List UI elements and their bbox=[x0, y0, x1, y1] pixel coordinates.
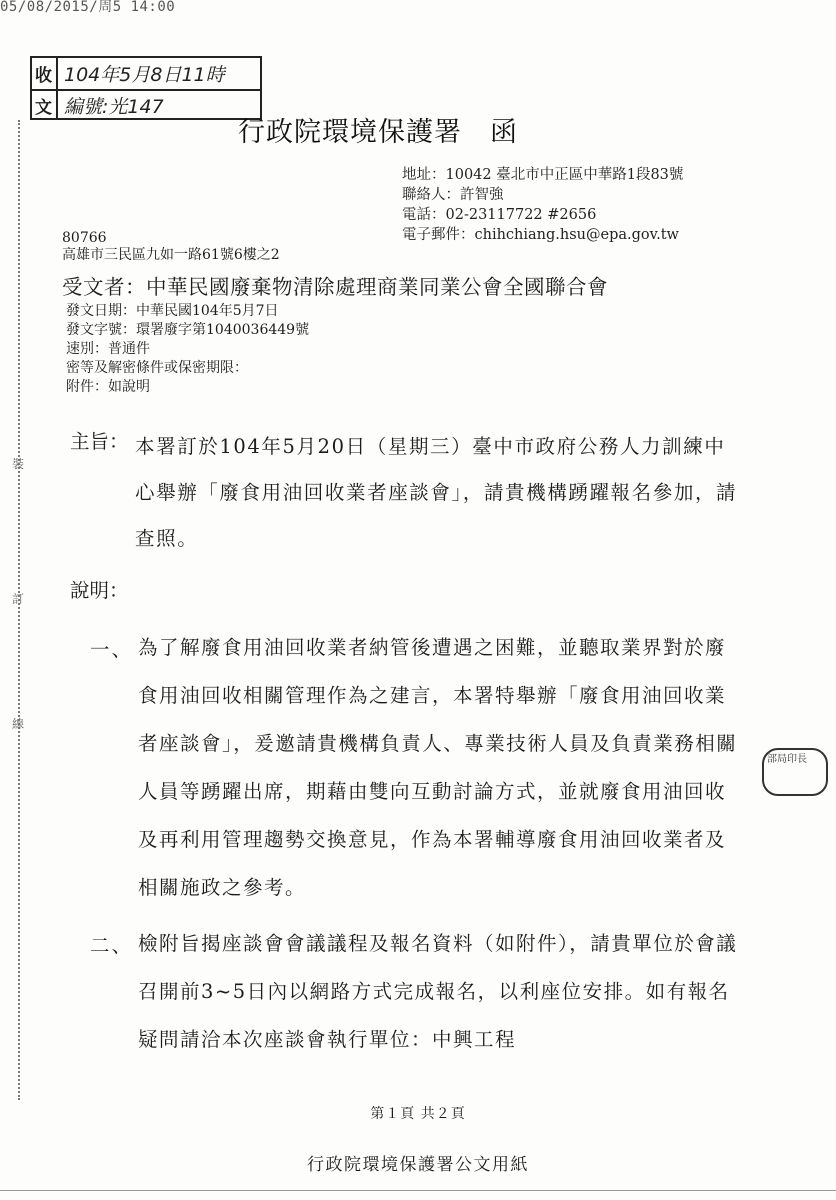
receipt-doc-label: 文 bbox=[35, 98, 52, 118]
contact-address: 地址：10042 臺北市中正區中華路1段83號 bbox=[402, 167, 684, 183]
postal-address: 高雄市三民區九如一路61號6樓之2 bbox=[62, 247, 280, 263]
document-title bbox=[238, 110, 518, 149]
binding-line bbox=[18, 120, 20, 1100]
postal-block bbox=[62, 230, 280, 264]
receipt-doc-value: 編號:光147 bbox=[64, 96, 164, 118]
agency-name: 行政院環境保護署 bbox=[238, 117, 462, 148]
recipient: 受文者：中華民國廢棄物清除處理商業同業公會全國聯合會 bbox=[62, 275, 608, 299]
contact-person: 聯絡人：許智強 bbox=[402, 187, 504, 203]
meta-attachment: 附件：如說明 bbox=[66, 379, 150, 395]
description-item-2-text: 檢附旨揭座談會會議議程及報名資料（如附件），請貴單位於會議召開前3~5日內以網路方式完成報名，以利座位安排。如有報名疑問請洽本次座談會執行單位：中興工程 bbox=[138, 932, 738, 1051]
description-item-1-text: 為了解廢食用油回收業者納管後遭遇之困難，並聽取業界對於廢食用油回收相關管理作為之建言，本署特舉辦「廢食用油回收業者座談會」，爰邀請貴機構負責人、專業技術人員及負責業務相關人員等踴躍出席，期藉由雙向互動討論方式，並就廢食用油回收及再利用管理趨勢交換意見，作為本署輔導廢食用油回收業者及相關施政之參考。 bbox=[138, 636, 738, 899]
postal-code: 80766 bbox=[62, 230, 107, 246]
description-item-1-mark: 一、 bbox=[90, 638, 134, 661]
contact-phone: 電話：02-23117722 #2656 bbox=[402, 207, 597, 223]
meta-speed: 速別：普通件 bbox=[66, 341, 150, 357]
description-item-2-mark: 二、 bbox=[90, 934, 134, 957]
subject-text: 本署訂於104年5月20日（星期三）臺中市政府公務人力訓練中心舉辦「廢食用油回收業者座談會」，請貴機構踴躍報名參加，請查照。 bbox=[135, 435, 738, 550]
description-label: 說明： bbox=[70, 579, 129, 602]
margin-mark-ding: 訂 bbox=[12, 592, 25, 606]
contact-block bbox=[402, 165, 683, 245]
receipt-stamp bbox=[30, 56, 262, 120]
receipt-recv-value: 104年5月8日11時 bbox=[64, 64, 225, 86]
margin-mark-zhuang: 裝 bbox=[12, 457, 25, 471]
meta-number: 發文字號：環署廢字第1040036449號 bbox=[66, 322, 310, 338]
doc-type: 函 bbox=[490, 117, 518, 148]
official-seal: 部局印長 bbox=[762, 748, 828, 796]
subject-label: 主旨： bbox=[70, 430, 129, 453]
fax-header: 05/08/2015/周5 14:00 bbox=[0, 0, 176, 15]
meta-block bbox=[66, 302, 309, 397]
meta-date: 發文日期：中華民國104年5月7日 bbox=[66, 303, 279, 319]
footer-title: 行政院環境保護署公文用紙 bbox=[307, 1155, 529, 1175]
margin-mark-xian: 線 bbox=[12, 717, 25, 731]
page-number: 第１頁 共２頁 bbox=[370, 1106, 466, 1122]
bottom-rule bbox=[0, 1190, 836, 1191]
meta-secret: 密等及解密條件或保密期限： bbox=[66, 360, 248, 376]
contact-email: 電子郵件：chihchiang.hsu@epa.gov.tw bbox=[402, 227, 679, 243]
receipt-recv-label: 收 bbox=[35, 66, 52, 86]
